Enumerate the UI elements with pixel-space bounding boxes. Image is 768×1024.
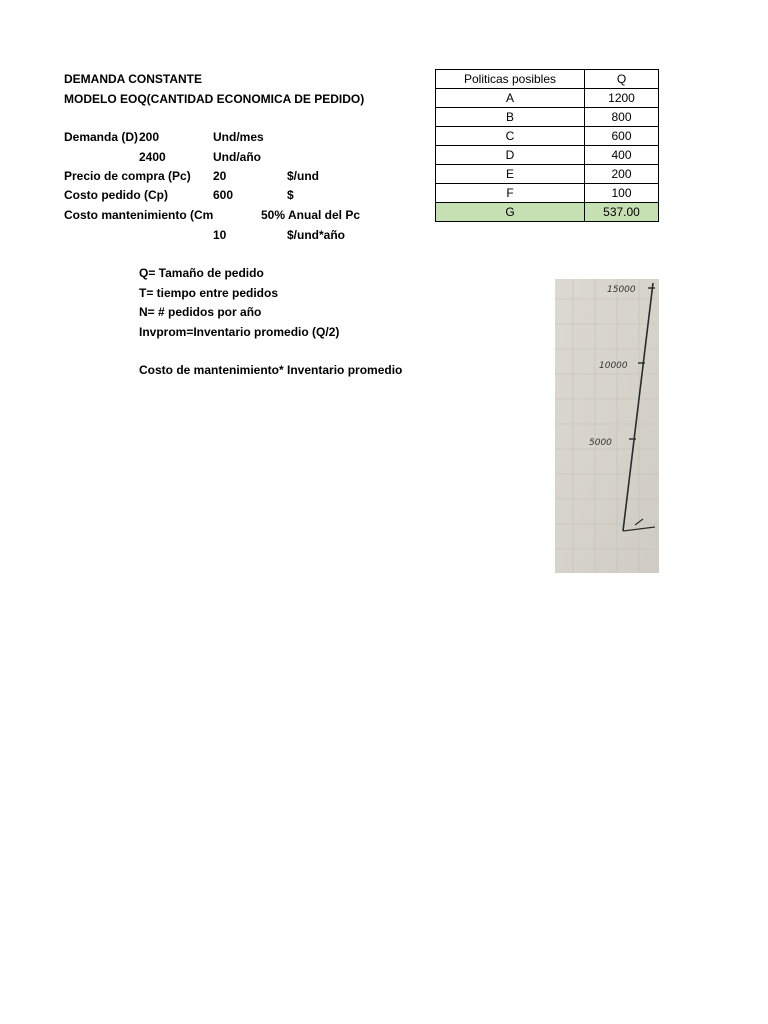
handdrawn-graph-svg (555, 279, 659, 573)
definition-n: N= # pedidos por año (139, 305, 262, 319)
order-cost-unit: $ (287, 188, 294, 202)
definition-q: Q= Tamaño de pedido (139, 266, 264, 280)
price-unit: $/und (287, 169, 319, 183)
policy-cell: D (436, 146, 585, 165)
handdrawn-graph-photo (555, 279, 659, 573)
policy-cell: C (436, 127, 585, 146)
demand-monthly-value: 200 (139, 130, 160, 144)
demand-label: Demanda (D) (64, 130, 139, 144)
table-row (436, 146, 659, 165)
policy-cell: A (436, 89, 585, 108)
title-line-2: MODELO EOQ(CANTIDAD ECONOMICA DE PEDIDO) (64, 92, 365, 106)
photo-label-mid: 10000 (599, 361, 628, 371)
definition-holding-cost: Costo de mantenimiento* Inventario promedio (139, 363, 403, 377)
q-cell: 600 (585, 127, 659, 146)
holding-percent-text: Anual del Pc (288, 208, 361, 222)
q-cell: 200 (585, 165, 659, 184)
order-cost-value: 600 (213, 188, 234, 202)
title-line-1: DEMANDA CONSTANTE (64, 72, 202, 86)
policy-cell: B (436, 108, 585, 127)
demand-annual-unit: Und/año (213, 150, 261, 164)
policy-cell: F (436, 184, 585, 203)
policies-table (435, 69, 659, 222)
price-label: Precio de compra (Pc) (64, 169, 191, 183)
q-cell: 400 (585, 146, 659, 165)
table-row (436, 89, 659, 108)
definition-invprom: Invprom=Inventario promedio (Q/2) (139, 325, 340, 339)
policy-cell: G (436, 203, 585, 222)
demand-monthly-unit: Und/mes (213, 130, 264, 144)
order-cost-label: Costo pedido (Cp) (64, 188, 168, 202)
table-header-row (436, 70, 659, 89)
table-row (436, 165, 659, 184)
table-row (436, 184, 659, 203)
holding-cost-value: 10 (213, 228, 227, 242)
demand-annual-value: 2400 (139, 150, 166, 164)
q-cell: 537.00 (585, 203, 659, 222)
photo-label-top: 15000 (607, 285, 636, 295)
q-cell: 800 (585, 108, 659, 127)
price-value: 20 (213, 169, 227, 183)
definition-t: T= tiempo entre pedidos (139, 286, 279, 300)
header-policy: Politicas posibles (436, 70, 585, 89)
header-q: Q (585, 70, 659, 89)
q-cell: 1200 (585, 89, 659, 108)
holding-cost-label: Costo mantenimiento (Cm (64, 208, 214, 222)
photo-label-low: 5000 (589, 438, 612, 448)
policy-cell: E (436, 165, 585, 184)
table-row (436, 127, 659, 146)
q-cell: 100 (585, 184, 659, 203)
holding-cost-unit: $/und*año (287, 228, 346, 242)
holding-percent: 50% (260, 208, 285, 222)
table-row (436, 108, 659, 127)
table-row-highlighted (436, 203, 659, 222)
